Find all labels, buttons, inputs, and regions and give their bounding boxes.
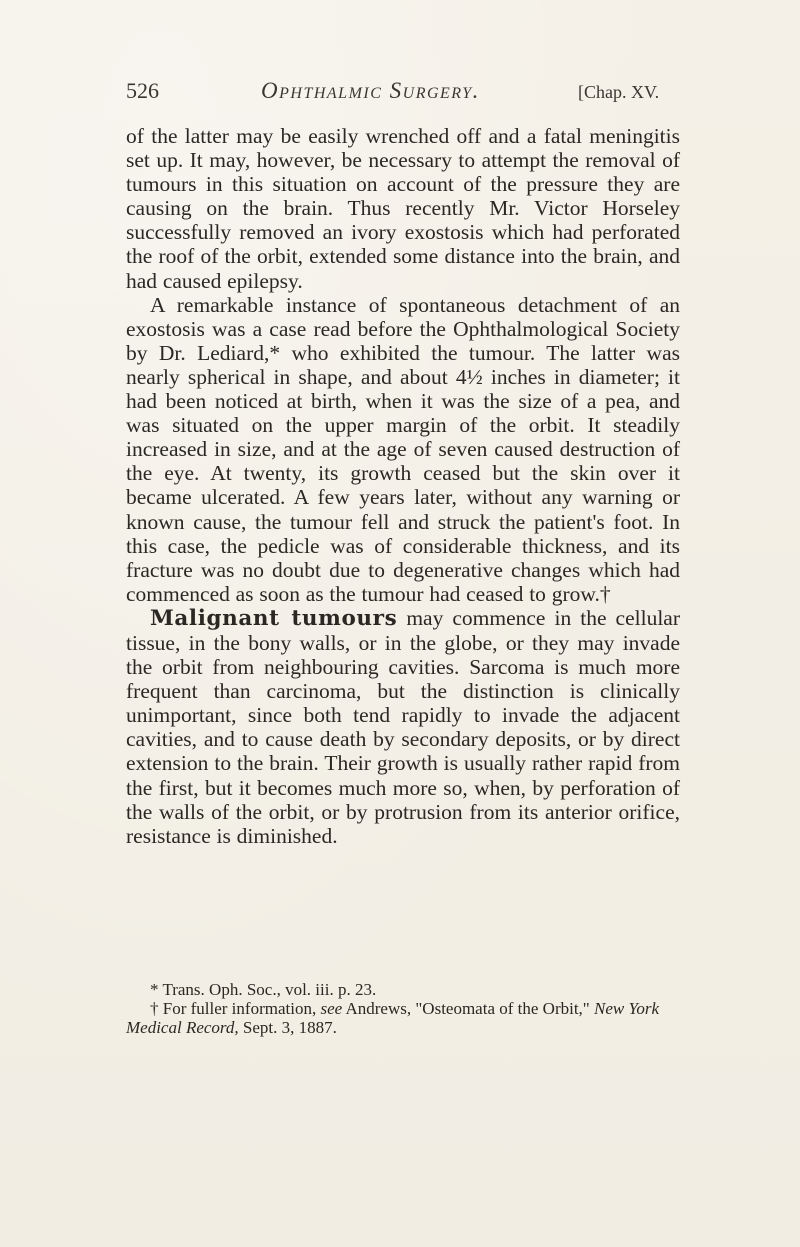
running-title: Ophthalmic Surgery. (261, 78, 480, 103)
footnote-1: * Trans. Oph. Soc., vol. iii. p. 23. (150, 980, 377, 999)
paragraph-text: may commence in the cellular tissue, in the bony walls, or in the globe, or they may invade the orbit from neighbouring cavities. Sarcoma is much more frequent than carcinoma, but the distinction is clinically unimportant, since both tend rapidly to invade the adjacent cavities, and to cause death by secondary deposits, or by direct extension to the brain. Their growth is usually rather rapid from the first, but it becomes much more so, when, by perforation of the walls of the orbit, or by protrusion from its anterior orifice, resistance is diminished. (126, 605, 680, 848)
section-lead-heading: Malignant tumours (150, 605, 398, 631)
paragraph: of the latter may be easily wrenched off and a fatal meningitis set up. It may, however, be necessary to attempt the removal of tumours in this situation on account of the pressure they are causing on the brain. Thus recently Mr. Victor Horseley successfully removed an ivory exostosis which had perforated the roof of the orbit, extended some distance into the brain, and had caused epilepsy. (126, 124, 680, 293)
footnote-see: see (320, 999, 343, 1018)
footnote-text: Sept. 3, 1887. (238, 1018, 337, 1037)
page-number: 526 (126, 78, 159, 103)
footnote-text: Andrews, "Osteomata of the Orbit," (342, 999, 595, 1018)
footnote-journal: New York Medical Record, (126, 999, 660, 1037)
paragraph-malignant-tumours (126, 606, 680, 848)
page-header (126, 78, 666, 112)
paragraph: A remarkable instance of spontaneous detachment of an exostosis was a case read before the Ophthalmological Society by Dr. Lediard,* who exhibited the tumour. The latter was nearly spherical in shape, and about 4½ inches in diameter; it had been noticed at birth, when it was the size of a pea, and was situated on the upper margin of the orbit. It steadily increased in size, and at the age of seven caused destruction of the eye. At twenty, its growth ceased but the skin over it became ulcerated. A few years later, without any warning or known cause, the tumour fell and struck the patient's foot. In this case, the pedicle was of considerable thickness, and its fracture was no doubt due to degenerative changes which had commenced as soon as the tumour had ceased to grow.† (126, 292, 680, 606)
footnote-2 (126, 999, 680, 1037)
body-text (126, 124, 680, 848)
footnotes (126, 980, 680, 1037)
footnote-text: † For fuller information, (150, 999, 321, 1018)
chapter-reference: [Chap. XV. (578, 82, 660, 102)
